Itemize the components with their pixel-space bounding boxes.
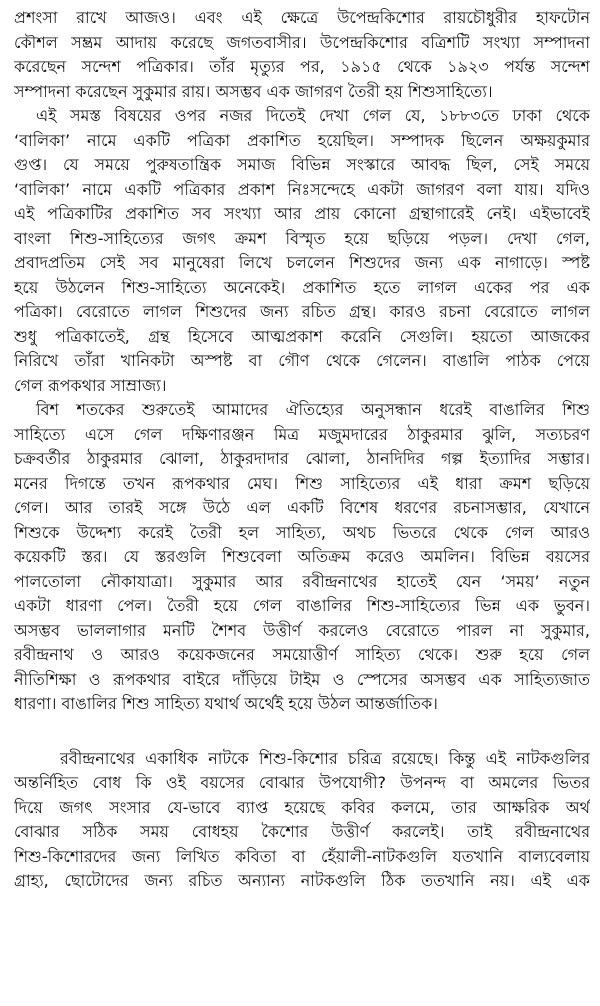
paragraph-2 (14, 104, 590, 398)
text-line: রবীন্দ্রনাথ ও আরও কয়েকজনের সময়োত্তীর্ণ সাহিত্য থেকে। শুরু হয়ে গেল (14, 645, 590, 664)
text-line: শিশু-কিশোরদের জন্য লিখিত কবিতা বা হেঁয়ালী-নাটকগুলি যতখানি বাল্যবেলায় (14, 846, 590, 866)
text-line: কয়েকটি স্তর। যে স্তরগুলি শিশুবেলা অতিক্রম করেও অমলিন। বিভিন্ন বয়সের (14, 547, 590, 566)
text-line: পত্রিকা। বেরোতে লাগল শিশুদের জন্য রচিত গ্রন্থ। কারও রচনা বেরোতে লাগল (14, 302, 590, 321)
text-line: শিশুকে উদ্দেশ্য করেই তৈরী হল সাহিত্য, অথচ ভিতরে থেকে গেল আরও (14, 522, 590, 542)
text-line: করেছেন সন্দেশ পত্রিকার। তাঁর মৃত্যুর পর, ১৯১৫ থেকে ১৯২৩ পর্যন্ত সন্দেশ (14, 57, 590, 76)
text-line: বোঝার সঠিক সময় বোধহয় কৈশোর উত্তীর্ণ করলেই। তাই রবীন্দ্রনাথের (14, 822, 590, 841)
paragraph-1 (14, 6, 590, 104)
text-line: বিশ শতকের শুরুতেই আমাদের ঐতিহ্যের অনুসন্ধান ধরেই বাঙালির শিশু (36, 400, 590, 419)
text-line: এই সমস্ত বিষয়ের ওপর নজর দিতেই দেখা গেল যে, ১৮৮৩তে ঢাকা থেকে (36, 106, 590, 125)
text-line: অসম্ভব ভাললাগার মনটি শৈশব উত্তীর্ণ করলেও বেরোতে পারল না সুকুমার, (14, 620, 590, 640)
text-line: ‘বালিকা’ নামে একটি পত্রিকার প্রকাশ নিঃসন্দেহে একটা জাগরণ বলা যায়। যদিও (14, 179, 590, 199)
text-line: ‘বালিকা’ নামে একটি পত্রিকা প্রকাশিত হয়েছিল। সম্পাদক ছিলেন অক্ষয়কুমার (14, 130, 590, 150)
text-line: প্রবাদপ্রতিম সেই সব মানুষেরা লিখে চললেন শিশুদের জন্য এক নাগাড়ে। স্পষ্ট (14, 253, 590, 272)
text-line: শুধু পত্রিকাতেই, গ্রন্থ হিসেবে আত্মপ্রকাশ করেনি সেগুলি। হয়তো আজকের (14, 326, 590, 346)
text-line: চক্রবর্তীর ঠাকুরমার ঝোলা, ঠাকুরদাদার ঝোলা, ঠানদিদির গল্প ইত্যাদির সম্ভার। (14, 449, 590, 468)
text-line: কৌশল সম্ভ্রম আদায় করেছে জগতবাসীর। উপেন্দ্রকিশোর বত্রিশটি সংখ্যা সম্পাদনা (14, 32, 590, 52)
text-line: মনের দিগন্তে তখন রূপকথার মেঘ। শিশু সাহিত্যের এই ধারা ক্রমশ ছড়িয়ে (14, 473, 590, 493)
paragraph-3 (14, 398, 590, 717)
text-line: রবীন্দ্রনাথের একাধিক নাটকে শিশু-কিশোর চরিত্র রয়েছে। কিন্তু এই নাটকগুলির (60, 748, 590, 768)
text-line: গেল রূপকথার সাম্রাজ্য। (14, 375, 167, 395)
text-line: সাহিত্যে এসে গেল দক্ষিণারঞ্জন মিত্র মজুমদারের ঠাকুরমার ঝুলি, সত্যচরণ (14, 424, 590, 444)
text-line: দিয়ে জগৎ সংসার যে-ভাবে ব্যাপ্ত হয়েছে কবির কলমে, তার আক্ষরিক অর্থ (14, 797, 590, 817)
text-line: নিরিখে তাঁরা খানিকটা অস্পষ্ট বা গৌণ থেকে গেলেন। বাঙালি পাঠক পেয়ে (14, 351, 590, 370)
section-gap (14, 717, 590, 747)
text-line: বাংলা শিশু-সাহিত্যের জগৎ ক্রমশ বিস্মৃত হয়ে ছড়িয়ে পড়ল। দেখা গেল, (14, 228, 590, 248)
text-line: প্রশংসা রাখে আজও। এবং এই ক্ষেত্রে উপেন্দ্রকিশোর রায়চৌধুরীর হাফটোন (14, 8, 590, 27)
text-line: পালতোলা নৌকাযাত্রা। সুকুমার আর রবীন্দ্রনাথের হাতেই যেন ‘সময়’ নতুন (14, 571, 590, 591)
text-line: এই পত্রিকাটির প্রকাশিত সব সংখ্যা আর প্রায় কোনো গ্রন্থাগারেই নেই। এইভাবেই (14, 204, 590, 223)
paragraph-4 (14, 747, 590, 894)
text-line: অন্তর্নিহিত বোধ কি ওই বয়সের বোঝার উপযোগী? উপনন্দ বা অমলের ভিতর (14, 773, 590, 792)
text-line: গেল। আর তারই সঙ্গে উঠে এল একটি বিশেষ ধরণের রচনাসম্ভার, যেখানে (14, 498, 590, 517)
text-line: একটা ধারণা পেল। তৈরী হয়ে গেল বাঙালির শিশু-সাহিত্যের ভিন্ন এক ভুবন। (14, 596, 590, 615)
text-line: ধারণা। বাঙালির শিশু সাহিত্য যথার্থ অর্থেই হয়ে উঠল আন্তর্জাতিক। (14, 694, 438, 713)
text-line: হয়ে উঠলেন শিশু-সাহিত্যে অনেকেই। প্রকাশিত হতে লাগল একের পর এক (14, 277, 590, 297)
text-line: গুপ্ত। যে সময়ে পুরুষতান্ত্রিক সমাজ বিভিন্ন সংস্কারে আবদ্ধ ছিল, সেই সময়ে (14, 155, 590, 174)
text-line: নীতিশিক্ষা ও রূপকথার বাইরে দাঁড়িয়ে টাইম ও স্পেসের অসম্ভব এক সাহিত্যজাত (14, 669, 590, 689)
text-line: গ্রাহ্য, ছোটোদের জন্য রচিত অন্যান্য নাটকগুলি ঠিক ততখানি নয়। এই এক (14, 871, 590, 890)
text-line: সম্পাদনা করেছেন সুকুমার রায়। অসম্ভব এক জাগরণ তৈরী হয় শিশুসাহিত্যে। (14, 81, 493, 101)
